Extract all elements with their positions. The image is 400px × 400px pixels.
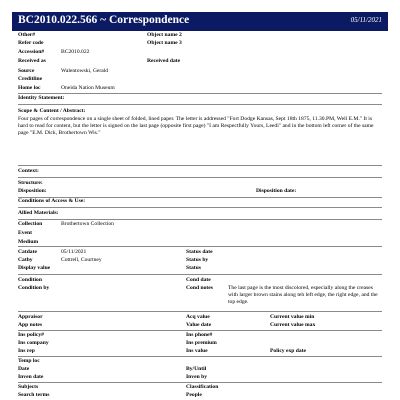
other-label: Other# [18,32,36,38]
collection-label: Collection [18,221,43,227]
allied-materials-label: Allied Materials: [18,210,59,216]
condition-by-label: Condition by [18,285,50,291]
current-value-max-label: Current value max [270,322,316,328]
scope-label: Scope & Content / Abstract: [18,108,86,114]
object-name-3-label: Object name 3 [147,40,182,46]
context-label: Context: [18,168,39,174]
received-as-label: Received as [18,58,46,64]
accession-label: Accession# [18,49,45,55]
record-header [12,12,388,31]
ins-company-label: Ins company [18,340,49,346]
policy-exp-date-label: Policy exp date [270,348,307,354]
ins-premium-label: Ins premium [186,340,217,346]
current-value-min-label: Current value min [270,314,315,320]
object-name-2-label: Object name 2 [147,32,182,38]
catby-label: Catby [18,257,33,263]
divider [18,177,382,178]
catdate-value: 05/11/2021 [61,249,87,255]
divider [18,274,382,275]
home-loc-label: Home loc [18,85,41,91]
subjects-label: Subjects [18,384,39,390]
refer-code-label: Refer code [18,40,44,46]
divider [18,165,382,166]
creditline-label: Creditline [18,76,43,82]
status-label: Status [186,265,201,271]
people-label: People [186,392,202,398]
disposition-label: Disposition: [18,188,47,194]
inven-date-label: Inven date [18,374,44,380]
record-sheet [18,31,382,400]
catdate-label: Catdate [18,249,37,255]
identity-statement-label: Identity Statement: [18,95,65,101]
condition-label: Condition [18,277,42,283]
ins-value-label: Ins value [186,348,208,354]
event-label: Event [18,230,32,236]
structure-label: Structure: [18,180,43,186]
display-value-label: Display value [18,265,51,271]
scope-text: Four pages of correspondence on a single sheet of folded, lined paper. The letter is addressed "Fort Dodge Kansas, Sept 18th 1875, 11.30.PM, Well E.M." It is hard to read for content, but the letter is signed on the last page (opposite first page) "I am Respectfully Yours, Leedi" and in the bottom left corner of the same page "E.M. Dick, Brothertown Wis." [18,116,374,136]
date-label: Date [18,366,30,372]
inven-by-label: Inven by [186,374,207,380]
divider [18,311,382,312]
divider [18,207,382,208]
divider [18,382,382,383]
divider [18,93,382,94]
cond-notes-text: The last page is the most discolored, especially along the creases with larger brown stains along teh left edge, the right edge, and the top edge. [228,285,378,305]
by-until-label: By/Until [186,366,207,372]
home-loc-value: Oneida Nation Museum [61,85,115,91]
acq-value-label: Acq value [186,314,210,320]
record-title: BC2010.022.566 ~ Correspondence [18,14,190,26]
ins-policy-label: Ins policy# [18,332,44,338]
appraisor-label: Appraisor [18,314,43,320]
medium-label: Medium [18,239,39,245]
divider [18,246,382,247]
divider [18,330,382,331]
divider [18,104,382,105]
cond-notes-label: Cond notes [186,285,213,291]
ins-phone-label: Ins phone# [186,332,213,338]
cond-date-label: Cond date [186,277,211,283]
ins-rep-label: Ins rep [18,348,35,354]
source-value: Walentowski, Gerald [61,68,109,74]
disposition-date-label: Disposition date: [256,188,297,194]
received-date-label: Received date [147,58,181,64]
catby-value: Cottrell, Courtney [61,257,102,263]
status-by-label: Status by [186,257,209,263]
classification-label: Classification [186,384,219,390]
app-notes-label: App notes [18,322,43,328]
accession-value: BC2010.022 [61,49,90,55]
source-label: Source [18,68,35,74]
divider [18,219,382,220]
status-date-label: Status date [186,249,213,255]
search-terms-label: Search terms [18,392,50,398]
collection-value: Brothertown Collection [61,221,114,227]
temp-loc-label: Temp loc [18,358,40,364]
header-date: 05/11/2021 [350,16,382,24]
conditions-label: Conditions of Access & Use: [18,198,86,204]
divider [18,356,382,357]
value-date-label: Value date [186,322,212,328]
